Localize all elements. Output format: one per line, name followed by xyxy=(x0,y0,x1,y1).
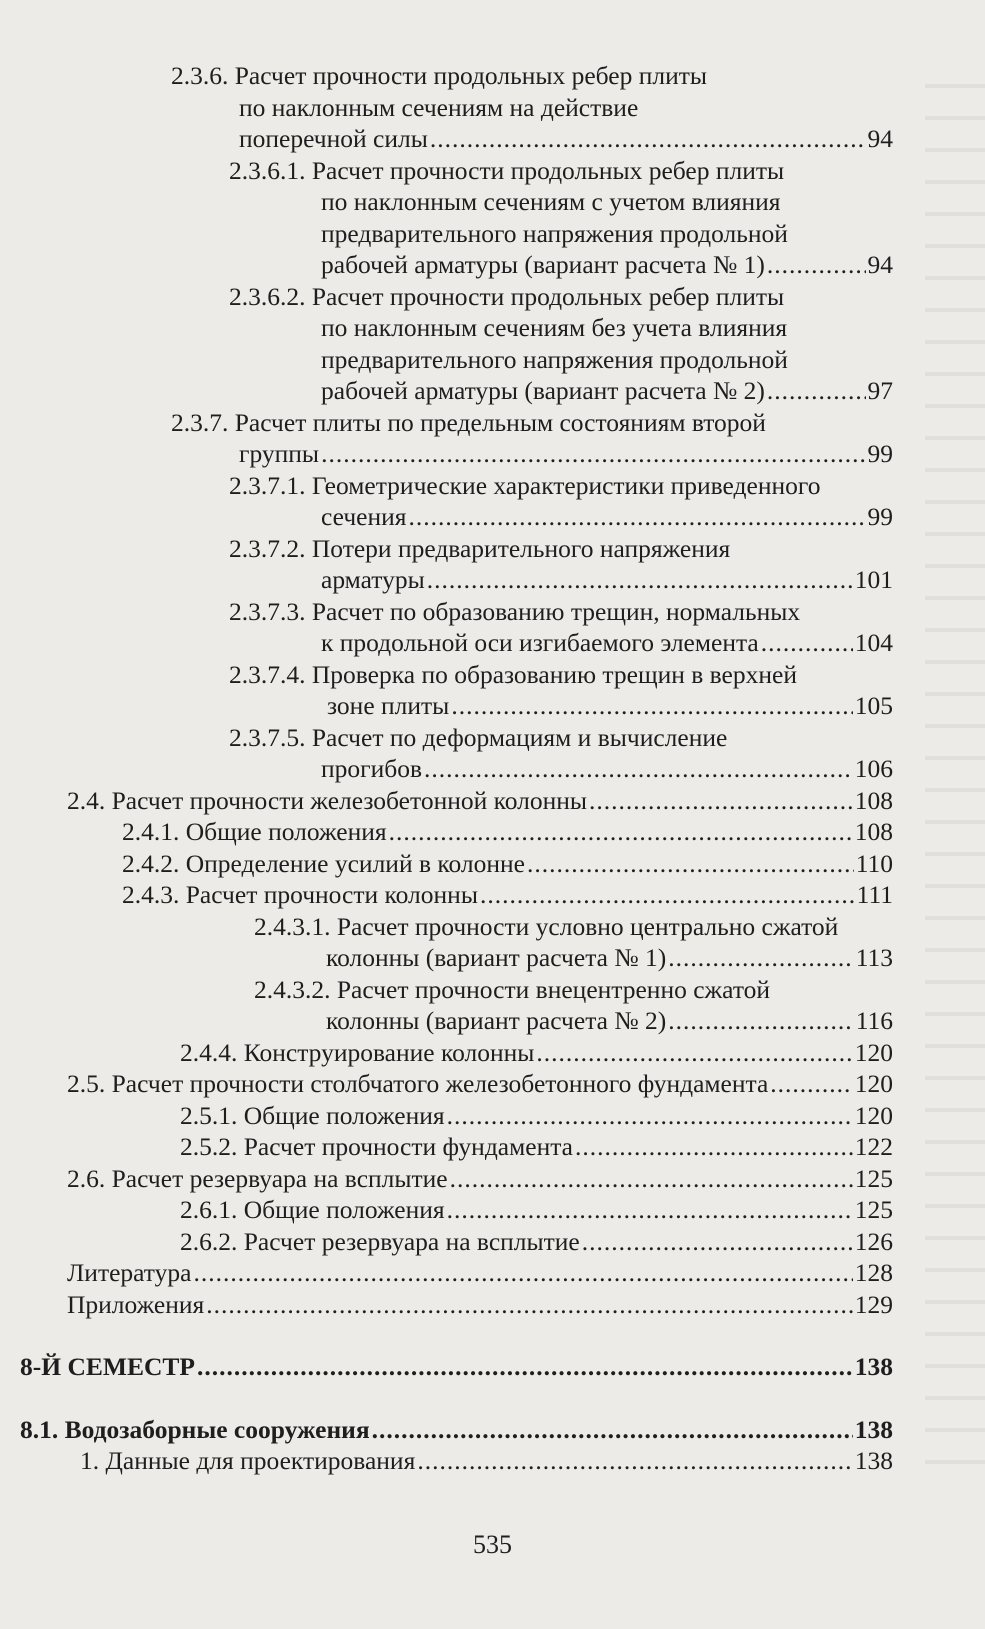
dot-leader xyxy=(424,753,853,785)
table-of-contents xyxy=(0,60,985,1477)
toc-page-number: 108 xyxy=(854,785,893,815)
toc-entry-last-line xyxy=(180,1100,893,1132)
toc-entry xyxy=(0,1194,985,1226)
toc-entry-text: сечения xyxy=(321,502,407,531)
toc-entry-text: колонны (вариант расчета № 1) xyxy=(326,943,667,972)
toc-entry-line xyxy=(229,659,893,691)
toc-entry-text: по наклонным сечениям с учетом влияния xyxy=(321,187,781,216)
toc-page-number: 125 xyxy=(854,1195,893,1224)
toc-entry xyxy=(0,533,985,596)
dot-leader xyxy=(321,438,865,470)
toc-entry xyxy=(0,879,985,911)
toc-entry-last-line xyxy=(67,1163,893,1195)
toc-entry-text: 2.6. Расчет резервуара на всплытие xyxy=(67,1163,448,1193)
toc-entry xyxy=(0,470,985,533)
toc-entry xyxy=(0,1226,985,1258)
toc-entry xyxy=(0,281,985,407)
toc-entry-last-line xyxy=(229,375,893,407)
toc-entry-text: 8-Й СЕМЕСТР xyxy=(20,1352,195,1381)
toc-entry-text: 2.4.4. Конструирование колонны xyxy=(180,1037,535,1067)
toc-entry-text: предварительного напряжения продольной xyxy=(321,344,788,374)
toc-entry-text: по наклонным сечениям без учета влияния xyxy=(321,313,788,342)
toc-page-number: 111 xyxy=(856,880,893,909)
toc-entry-text: 2.3.7.4. Проверка по образованию трещин в верхней xyxy=(229,659,797,689)
toc-entry-text: 2.6.2. Расчет резервуара на всплытие xyxy=(180,1226,580,1256)
dot-leader xyxy=(575,1131,853,1163)
toc-entry-text: 2.3.7. Расчет плиты по предельным состояниям второй xyxy=(171,407,766,437)
toc-entry-last-line xyxy=(229,564,893,596)
toc-page-number: 113 xyxy=(855,943,893,972)
toc-entry-line xyxy=(229,533,893,565)
toc-entry xyxy=(0,1445,985,1477)
toc-page-number: 126 xyxy=(854,1226,893,1256)
dot-leader xyxy=(527,848,854,880)
toc-entry xyxy=(0,60,985,155)
toc-entry-text: колонны (вариант расчета № 2) xyxy=(326,1006,667,1035)
toc-entry-text: 2.4.1. Общие положения xyxy=(122,817,387,846)
toc-entry-line xyxy=(254,974,893,1006)
toc-entry xyxy=(0,407,985,470)
toc-entry-text: 8.1. Водозаборные сооружения xyxy=(20,1414,370,1444)
toc-entry-text: поперечной силы xyxy=(239,124,428,153)
toc-entry-text: предварительного напряжения продольной xyxy=(321,218,788,248)
toc-page-number: 120 xyxy=(854,1069,893,1098)
toc-page-number: 97 xyxy=(867,376,893,405)
toc-entry-last-line xyxy=(20,1351,893,1383)
toc-entry-last-line xyxy=(67,785,893,817)
toc-page-number: 129 xyxy=(854,1289,893,1319)
toc-entry-last-line xyxy=(229,249,893,281)
toc-page-number: 99 xyxy=(867,502,893,531)
dot-leader xyxy=(451,690,852,722)
toc-entry-last-line xyxy=(180,1194,893,1226)
toc-entry-text: 2.3.7.5. Расчет по деформациям и вычисление xyxy=(229,722,728,752)
toc-entry-text: рабочей арматуры (вариант расчета № 2) xyxy=(321,376,765,405)
toc-entry-text: 2.4.3. Расчет прочности колонны xyxy=(122,880,478,909)
toc-entry-last-line xyxy=(67,1068,893,1100)
toc-page-number: 120 xyxy=(854,1037,893,1067)
dot-leader xyxy=(427,564,853,596)
dot-leader xyxy=(770,1068,852,1100)
toc-entry-line xyxy=(229,470,893,502)
dot-leader xyxy=(668,1005,853,1037)
dot-leader xyxy=(447,1194,853,1226)
toc-entry-last-line xyxy=(20,1414,893,1446)
dot-leader xyxy=(589,785,853,817)
toc-page-number: 138 xyxy=(854,1414,893,1444)
toc-entry-text: 2.4.2. Определение усилий в колонне xyxy=(122,848,525,878)
dot-leader xyxy=(536,1037,852,1069)
toc-entry-text: 2.4.3.2. Расчет прочности внецентренно сжатой xyxy=(254,974,771,1004)
toc-page-number: 108 xyxy=(854,817,893,846)
toc-entry xyxy=(0,596,985,659)
toc-entry xyxy=(0,1131,985,1163)
toc-page-number: 105 xyxy=(854,691,893,720)
toc-entry-last-line xyxy=(229,753,893,785)
toc-entry-line xyxy=(229,218,893,250)
toc-page-number: 125 xyxy=(854,1163,893,1193)
toc-entry-text: 2.5.1. Общие положения xyxy=(180,1100,445,1130)
toc-entry xyxy=(0,1068,985,1100)
toc-entry-last-line xyxy=(180,1131,893,1163)
toc-entry-text: 2.3.6.2. Расчет прочности продольных ребер плиты xyxy=(229,281,785,311)
toc-entry-text: 2.4. Расчет прочности железобетонной колонны xyxy=(67,785,588,815)
toc-entry xyxy=(0,848,985,880)
toc-entry-text: 2.3.6.1. Расчет прочности продольных ребер плиты xyxy=(229,155,785,185)
dot-leader xyxy=(767,375,866,407)
dot-leader xyxy=(450,1163,853,1195)
toc-entry-text: рабочей арматуры (вариант расчета № 1) xyxy=(321,250,765,279)
toc-entry-text: Приложения xyxy=(67,1289,205,1319)
toc-entry-last-line xyxy=(171,123,893,155)
toc-entry-text: 2.5.2. Расчет прочности фундамента xyxy=(180,1132,573,1161)
toc-entry xyxy=(0,911,985,974)
toc-page-number: 104 xyxy=(854,628,893,657)
toc-page-number: 116 xyxy=(855,1006,893,1035)
toc-entry-text: к продольной оси изгибаемого элемента xyxy=(321,628,759,657)
toc-entry-last-line xyxy=(122,879,893,911)
dot-leader xyxy=(206,1289,852,1321)
toc-entry-text: 2.3.7.3. Расчет по образованию трещин, нормальных xyxy=(229,596,801,626)
toc-entry-line xyxy=(171,407,893,439)
toc-entry xyxy=(0,1289,985,1321)
toc-entry-last-line xyxy=(80,1445,893,1477)
toc-page-number: 106 xyxy=(854,754,893,783)
toc-entry-text: 2.3.7.1. Геометрические характеристики приведенного xyxy=(229,470,821,500)
toc-entry-last-line xyxy=(254,942,893,974)
toc-entry-last-line xyxy=(229,690,893,722)
toc-page-number: 138 xyxy=(854,1446,893,1475)
toc-entry-text: 2.6.1. Общие положения xyxy=(180,1195,445,1224)
toc-entry-text: группы xyxy=(239,439,320,468)
toc-entry xyxy=(0,1351,985,1383)
toc-entry-text: зоне плиты xyxy=(327,691,450,720)
toc-entry-text: 2.4.3.1. Расчет прочности условно центрально сжатой xyxy=(254,911,839,941)
page-number: 535 xyxy=(473,1530,512,1559)
toc-page-number: 128 xyxy=(854,1258,893,1287)
toc-entry xyxy=(0,1037,985,1069)
toc-page-number: 101 xyxy=(854,565,893,594)
dot-leader xyxy=(197,1351,853,1383)
toc-entry-line xyxy=(229,596,893,628)
toc-entry xyxy=(0,1414,985,1446)
toc-entry-last-line xyxy=(122,816,893,848)
toc-page-number: 122 xyxy=(854,1132,893,1161)
toc-entry-last-line xyxy=(180,1226,893,1258)
toc-page-number: 110 xyxy=(855,848,893,878)
toc-entry xyxy=(0,1100,985,1132)
toc-entry-line xyxy=(171,60,893,92)
toc-entry-text: 1. Данные для проектирования xyxy=(80,1446,416,1475)
toc-entry-text: 2.3.6. Расчет прочности продольных ребер плиты xyxy=(171,61,708,90)
toc-entry-line xyxy=(229,155,893,187)
dot-leader xyxy=(761,627,853,659)
toc-entry xyxy=(0,722,985,785)
toc-entry xyxy=(0,974,985,1037)
toc-entry xyxy=(0,816,985,848)
toc-entry xyxy=(0,155,985,281)
toc-page-number: 94 xyxy=(867,250,893,279)
dot-leader xyxy=(480,879,855,911)
toc-entry-last-line xyxy=(67,1289,893,1321)
toc-page-number: 138 xyxy=(854,1352,893,1381)
toc-entry-text: прогибов xyxy=(321,754,423,783)
toc-entry-line xyxy=(229,722,893,754)
dot-leader xyxy=(372,1414,853,1446)
toc-entry-line xyxy=(229,281,893,313)
toc-entry-text: 2.5. Расчет прочности столбчатого железобетонного фундамента xyxy=(67,1069,769,1098)
toc-entry-last-line xyxy=(229,627,893,659)
toc-entry-last-line xyxy=(229,501,893,533)
dot-leader xyxy=(193,1257,852,1289)
dot-leader xyxy=(767,249,866,281)
toc-entry-line xyxy=(229,312,893,344)
toc-entry xyxy=(0,1163,985,1195)
dot-leader xyxy=(582,1226,853,1258)
dot-leader xyxy=(408,501,865,533)
toc-entry-line xyxy=(229,186,893,218)
toc-entry xyxy=(0,659,985,722)
toc-entry-last-line xyxy=(171,438,893,470)
dot-leader xyxy=(447,1100,853,1132)
dot-leader xyxy=(430,123,866,155)
toc-entry-line xyxy=(171,92,893,124)
toc-entry-last-line xyxy=(67,1257,893,1289)
toc-entry-text: по наклонным сечениям на действие xyxy=(239,92,639,122)
toc-entry-last-line xyxy=(254,1005,893,1037)
toc-page-number: 94 xyxy=(867,124,893,153)
toc-entry-line xyxy=(254,911,893,943)
toc-entry-text: 2.3.7.2. Потери предварительного напряжения xyxy=(229,533,731,563)
toc-entry xyxy=(0,785,985,817)
dot-leader xyxy=(668,942,853,974)
toc-page-number: 120 xyxy=(854,1100,893,1130)
toc-entry-text: Литература xyxy=(67,1258,192,1287)
toc-entry xyxy=(0,1257,985,1289)
toc-page-number: 99 xyxy=(867,439,893,468)
toc-entry-line xyxy=(229,344,893,376)
dot-leader xyxy=(389,816,853,848)
toc-entry-last-line xyxy=(180,1037,893,1069)
toc-entry-last-line xyxy=(122,848,893,880)
dot-leader xyxy=(417,1445,852,1477)
toc-entry-text: арматуры xyxy=(321,565,425,594)
